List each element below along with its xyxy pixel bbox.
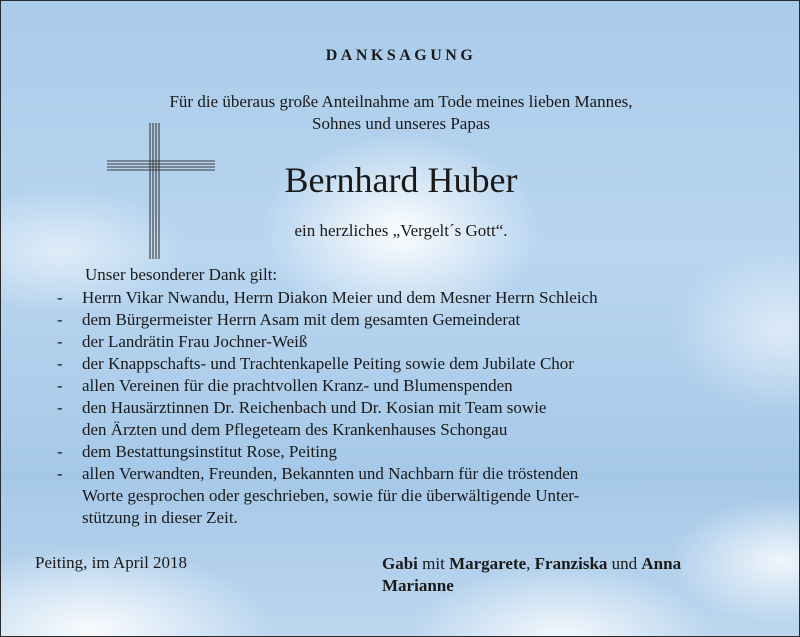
- bullet-dash: -: [57, 288, 63, 307]
- bullet-dash: -: [57, 464, 63, 483]
- special-thanks-label: Unser besonderer Dank gilt:: [85, 265, 278, 284]
- list-item: - der Knappschafts- und Trachtenkapelle Peiting sowie dem Jubilate Chor: [57, 354, 574, 373]
- thanks-list: [57, 287, 777, 529]
- intro-line-1: Für die überaus große Anteilnahme am Tode meines lieben Mannes,: [169, 92, 633, 111]
- signature-line-2: Marianne: [382, 576, 454, 595]
- list-item: - allen Verwandten, Freunden, Bekannten und Nachbarn für die tröstenden Worte gesprochen oder geschrieben, sowie für die überwältigende Unter- stützung in dieser Zeit.: [57, 464, 580, 527]
- bullet-dash: -: [57, 354, 63, 373]
- bullet-dash: -: [57, 442, 63, 461]
- bullet-dash: -: [57, 376, 63, 395]
- list-item: - Herrn Vikar Nwandu, Herrn Diakon Meier und dem Mesner Herrn Schleich: [57, 288, 598, 307]
- place-date: Peiting, im April 2018: [35, 553, 188, 572]
- list-item: - dem Bürgermeister Herrn Asam mit dem gesamten Gemeinderat: [57, 310, 521, 329]
- thanks-line: ein herzliches „Vergelt´s Gott“.: [294, 221, 508, 240]
- bullet-dash: -: [57, 310, 63, 329]
- list-item: - dem Bestattungsinstitut Rose, Peiting: [57, 442, 337, 461]
- list-item: - allen Vereinen für die prachtvollen Kranz- und Blumenspenden: [57, 376, 513, 395]
- list-item: - der Landrätin Frau Jochner-Weiß: [57, 332, 308, 351]
- deceased-name: Bernhard Huber: [284, 160, 518, 200]
- intro-line-2: Sohnes und unseres Papas: [311, 114, 490, 133]
- bullet-dash: -: [57, 332, 63, 351]
- heading: DANKSAGUNG: [325, 47, 477, 64]
- signature: [382, 553, 681, 597]
- list-item: - den Hausärztinnen Dr. Reichenbach und Dr. Kosian mit Team sowie den Ärzten und dem Pflegeteam des Krankenhauses Schongau: [57, 398, 547, 439]
- bullet-dash: -: [57, 398, 63, 417]
- signature-line-1: Gabi mit Margarete, Franziska und Anna: [382, 554, 682, 573]
